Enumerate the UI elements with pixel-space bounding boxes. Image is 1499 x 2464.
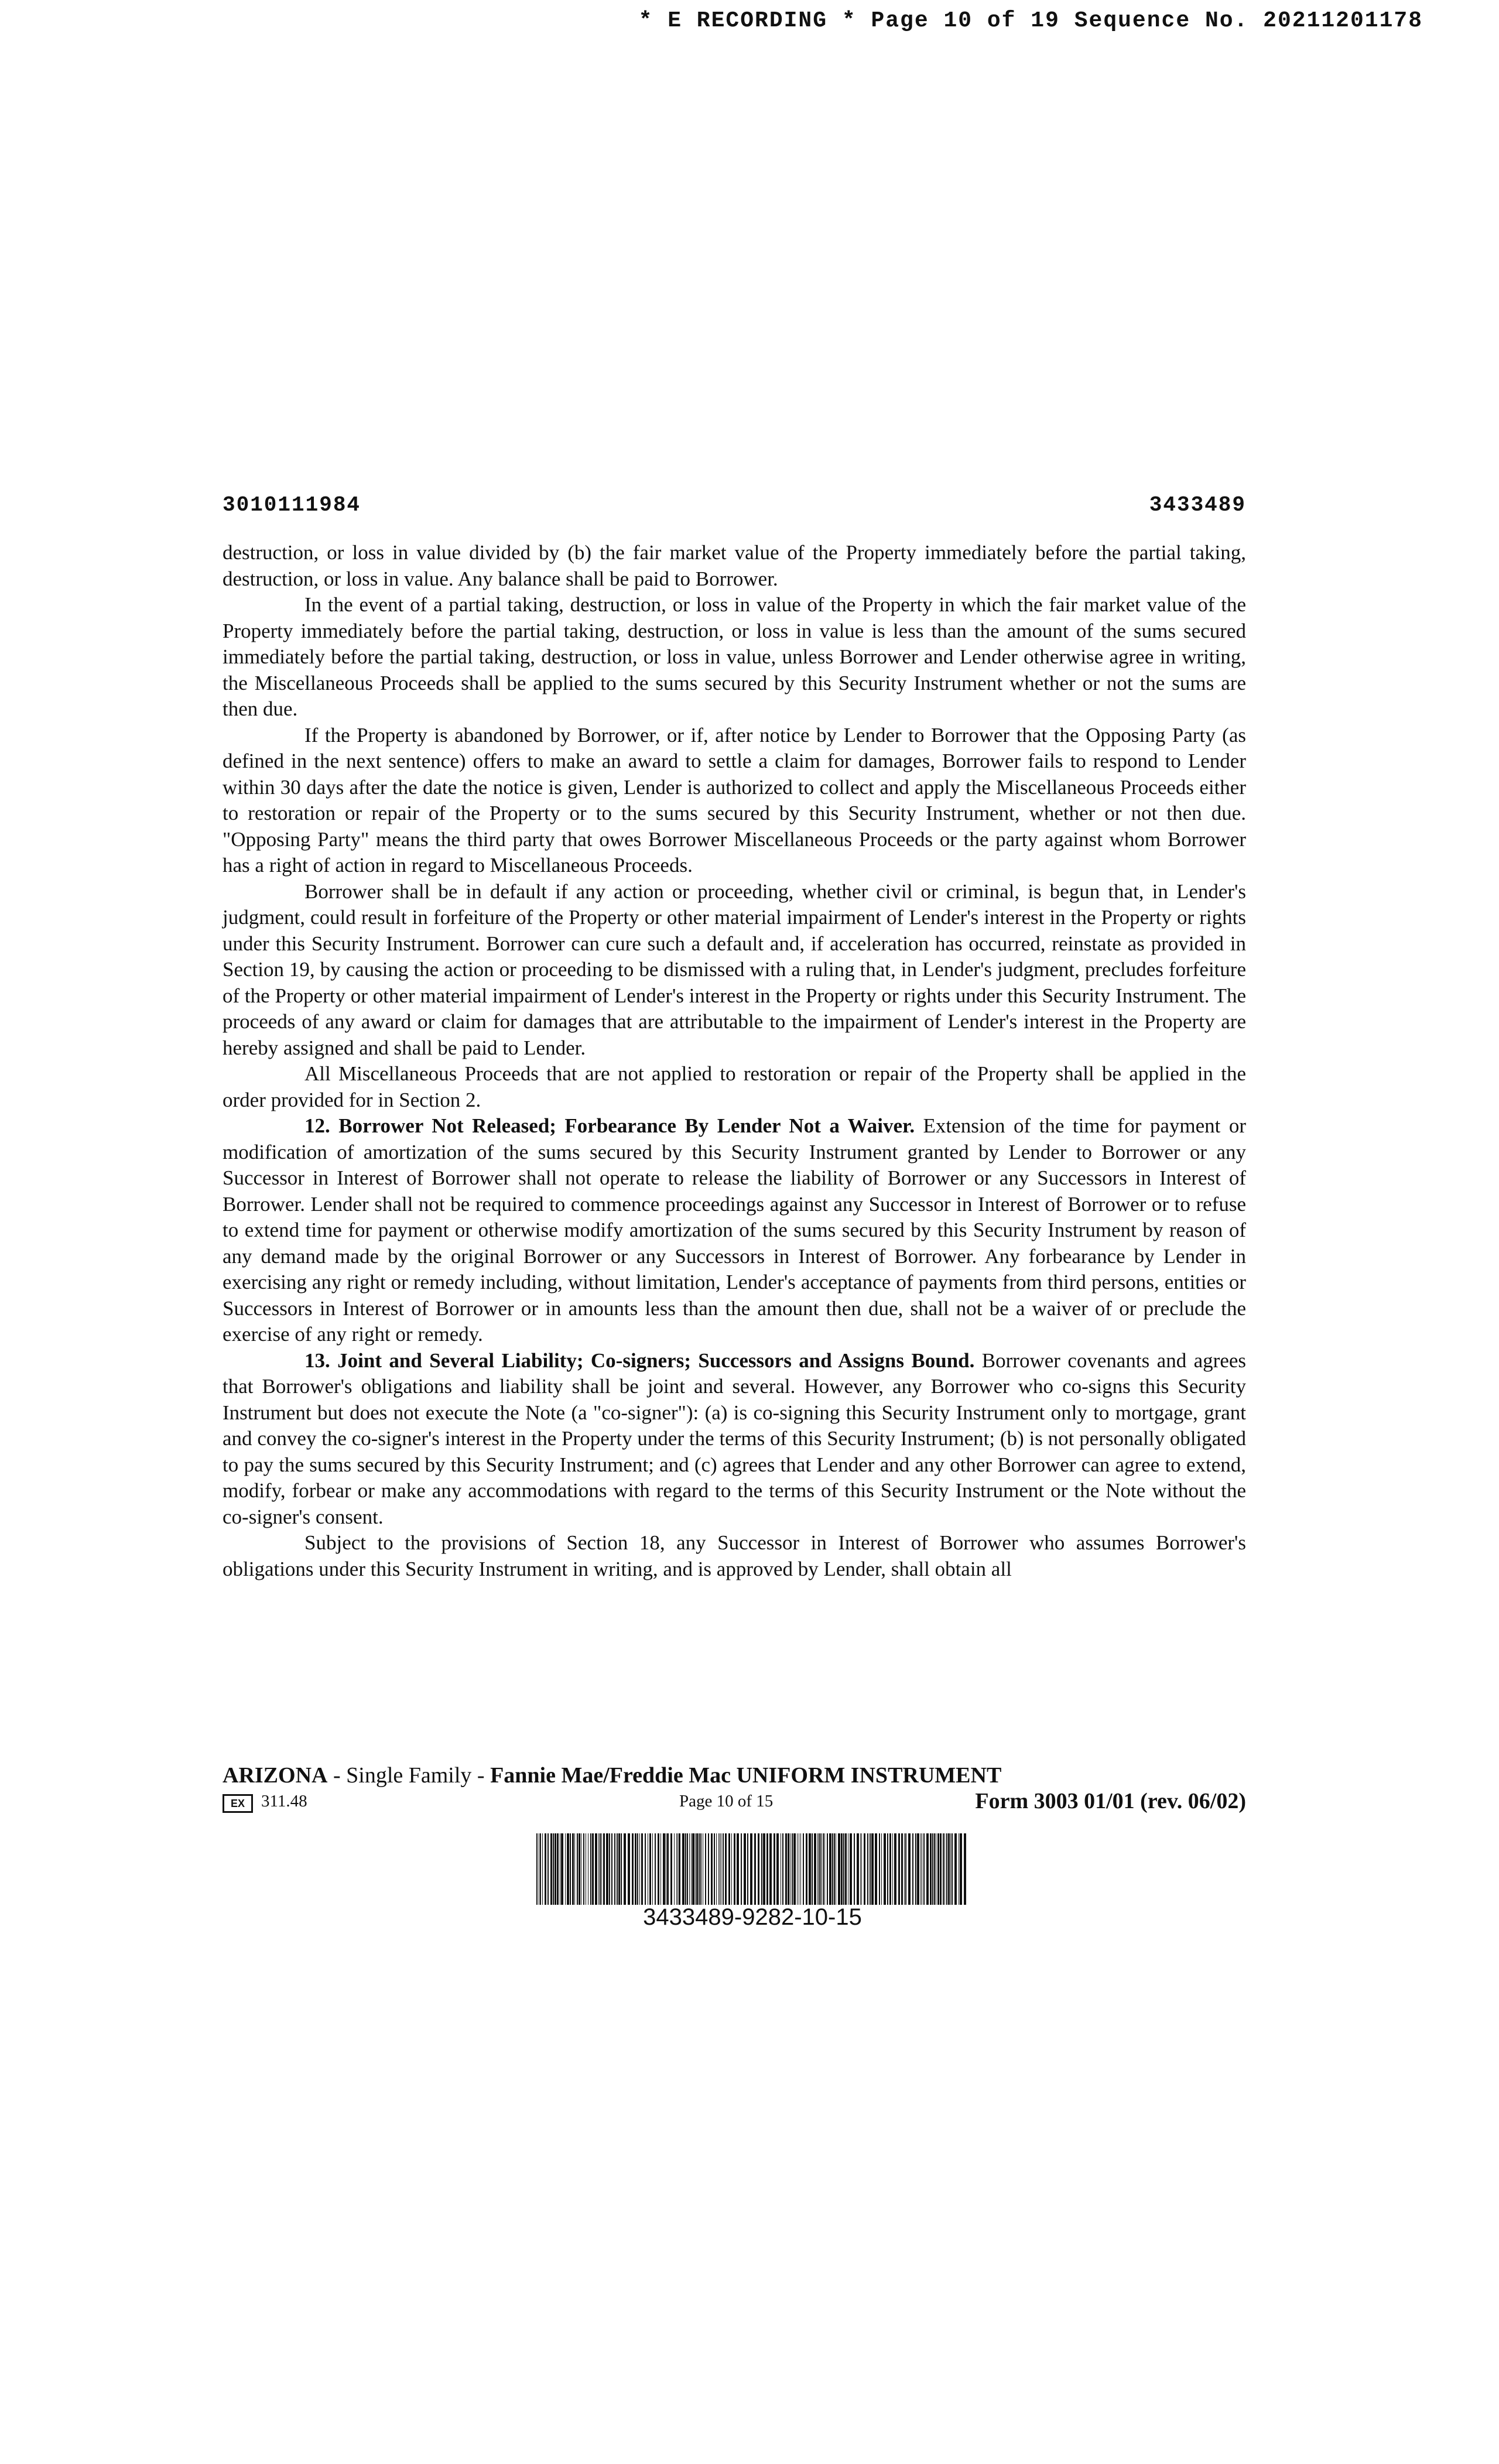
barcode-bar [908, 1833, 911, 1905]
barcode-bar [803, 1833, 804, 1905]
barcode-bar [881, 1833, 882, 1905]
document-number: 3433489 [1149, 493, 1246, 517]
barcode-bar [889, 1833, 891, 1905]
barcode-bar [635, 1833, 636, 1905]
barcode-bar [812, 1833, 813, 1905]
barcode-bar [614, 1833, 615, 1905]
barcode-bar [609, 1833, 610, 1905]
barcode-bar [793, 1833, 796, 1905]
barcode-bar [682, 1833, 685, 1905]
barcode-bar [658, 1833, 659, 1905]
barcode-bar [639, 1833, 640, 1905]
barcode-bar [583, 1833, 584, 1905]
section-12 [223, 1113, 1246, 1348]
barcode-bar [817, 1833, 818, 1905]
barcode-bar [641, 1833, 643, 1905]
barcode-bar [845, 1833, 847, 1905]
barcode-bar [827, 1833, 828, 1905]
barcode-bar [744, 1833, 746, 1905]
barcode-bar [857, 1833, 859, 1905]
form-code: 311.48 [261, 1792, 307, 1811]
barcode-bar [887, 1833, 888, 1905]
barcode-bar [547, 1833, 549, 1905]
barcode-bar [871, 1833, 874, 1905]
barcode-bar [557, 1833, 559, 1905]
barcode-bar [714, 1833, 715, 1905]
barcode-bar [540, 1833, 541, 1905]
barcode-bar [728, 1833, 730, 1905]
barcode-bar [621, 1833, 622, 1905]
barcode-bar [797, 1833, 798, 1905]
barcode-bar [670, 1833, 672, 1905]
barcode-bar [800, 1833, 801, 1905]
page-number: Page 10 of 15 [679, 1792, 774, 1811]
section-title: 13. Joint and Several Liability; Co-signers; Successors and Assigns Bound. [304, 1349, 975, 1372]
barcode-bar [649, 1833, 651, 1905]
barcode-bar [864, 1833, 865, 1905]
barcode-bar [952, 1833, 953, 1905]
footer-title [223, 1763, 1246, 1788]
barcode-bar [870, 1833, 871, 1905]
paragraph: destruction, or loss in value divided by (b) the fair market value of the Property immediately before the partial taking, destruction, or loss in value. Any balance shall be paid to Borrower. [223, 541, 1246, 590]
barcode-bar [943, 1833, 944, 1905]
barcode-bar [572, 1833, 574, 1905]
barcode-bar [565, 1833, 566, 1905]
barcode-bar [841, 1833, 843, 1905]
barcode-bar [655, 1833, 656, 1905]
barcode-bar [823, 1833, 824, 1905]
barcode-bar [946, 1833, 947, 1905]
barcode-bar [699, 1833, 700, 1905]
barcode-bar [806, 1833, 807, 1905]
barcode-bar [912, 1833, 913, 1905]
barcode-bar [950, 1833, 951, 1905]
barcode-bar [696, 1833, 698, 1905]
barcode-bar [679, 1833, 680, 1905]
barcode-bar [603, 1833, 605, 1905]
barcode-bar [723, 1833, 724, 1905]
barcode-bar [567, 1833, 569, 1905]
barcode-bar [677, 1833, 678, 1905]
footer-state: ARIZONA [223, 1763, 328, 1788]
barcode-bar [937, 1833, 939, 1905]
barcode-bar [725, 1833, 727, 1905]
barcode-bar [663, 1833, 665, 1905]
barcode-bar [785, 1833, 787, 1905]
barcode-bar [926, 1833, 929, 1905]
barcode-bar [700, 1833, 701, 1905]
paragraph: If the Property is abandoned by Borrower, or if, after notice by Lender to Borrower that the Opposing Party (as defined in the next sentence) offers to make an award to settle a claim for damages, Borrower fails to respond to Lender within 30 days after the date the notice is given, Lender is authorized to collect and apply the Miscellaneous Proceeds either to restoration or repair of the Property or to the sums secured by this Security Instrument, whether or not then due. "Opposing Party" means the third party that owes Borrower Miscellaneous Proceeds or the party against whom Borrower has a right of action in regard to Miscellaneous Proceeds. [223, 723, 1246, 877]
barcode-bar [617, 1833, 618, 1905]
barcode-icon [536, 1833, 968, 1905]
document-body [223, 540, 1246, 1582]
barcode-bar [861, 1833, 862, 1905]
form-footer [223, 1763, 1246, 1819]
barcode-bar [660, 1833, 661, 1905]
barcode-bar [774, 1833, 775, 1905]
barcode-bar [854, 1833, 855, 1905]
barcode-bar [628, 1833, 630, 1905]
barcode-bar [687, 1833, 688, 1905]
barcode-bar [674, 1833, 675, 1905]
paragraph: Subject to the provisions of Section 18, any Successor in Interest of Borrower who assumes Borrower's obligations under this Security Instrument in writing, and is approved by Lender, shall obtain all [223, 1531, 1246, 1580]
barcode-bar [820, 1833, 822, 1905]
barcode-bar [875, 1833, 877, 1905]
barcode-bar [829, 1833, 831, 1905]
barcode-bar [601, 1833, 602, 1905]
barcode-bar [758, 1833, 759, 1905]
barcode-bar [763, 1833, 765, 1905]
barcode-bar [860, 1833, 861, 1905]
barcode-bar [606, 1833, 608, 1905]
barcode-bar [948, 1833, 950, 1905]
barcode-bar [843, 1833, 844, 1905]
barcode-bar [577, 1833, 578, 1905]
barcode-bar [750, 1833, 752, 1905]
recording-header: * E RECORDING * Page 10 of 19 Sequence No. 20211201178 [638, 8, 1423, 33]
barcode-bar [645, 1833, 646, 1905]
barcode-bar [944, 1833, 945, 1905]
section-13 [223, 1348, 1246, 1531]
barcode-bar [782, 1833, 783, 1905]
paragraph: In the event of a partial taking, destruction, or loss in value of the Property in which the fair market value of the Property immediately before the partial taking, destruction, or loss in value is less than the amount of the sums secured immediately before the partial taking, destruction, or loss in value, unless Borrower and Lender otherwise agree in writing, the Miscellaneous Proceeds shall be applied to the sums secured by this Security Instrument whether or not the sums are then due. [223, 593, 1246, 720]
barcode-bar [708, 1833, 709, 1905]
barcode-bar [676, 1833, 677, 1905]
barcode-bar [667, 1833, 669, 1905]
barcode-bar [754, 1833, 756, 1905]
barcode-bar [788, 1833, 789, 1905]
barcode-bar [904, 1833, 905, 1905]
barcode-bar [692, 1833, 694, 1905]
barcode-bar [920, 1833, 921, 1905]
barcode-bar [598, 1833, 599, 1905]
barcode-bar [769, 1833, 772, 1905]
section-body: Borrower covenants and agrees that Borrower's obligations and liability shall be joint and several. However, any Borrower who co-signs this Security Instrument but does not execute the Note (a "co-signer"): (a) is co-signing this Security Instrument only to mortgage, grant and convey the co-signer's interest in the Property under the terms of this Security Instrument; (b) is not personally obligated to pay the sums secured by this Security Instrument; and (c) agrees that Lender and any other Borrower can agree to extend, modify, forbear or make any accommodations with regard to the terms of this Security Instrument or the Note without the co-signer's consent. [223, 1349, 1247, 1528]
barcode-bar [731, 1833, 732, 1905]
barcode-bar [536, 1833, 538, 1905]
barcode-bar [834, 1833, 835, 1905]
barcode-bar [776, 1833, 779, 1905]
barcode-bar [884, 1833, 886, 1905]
barcode-bar [711, 1833, 713, 1905]
barcode-bar [545, 1833, 546, 1905]
barcode-bar [574, 1833, 575, 1905]
barcode-bar [600, 1833, 601, 1905]
barcode-bar [595, 1833, 597, 1905]
barcode-bar [954, 1833, 957, 1905]
barcode-bar [553, 1833, 554, 1905]
barcode-bar [590, 1833, 591, 1905]
barcode-bar [718, 1833, 719, 1905]
barcode-bar [766, 1833, 768, 1905]
section-title: 12. Borrower Not Released; Forbearance By Lender Not a Waiver. [304, 1114, 915, 1137]
barcode-bar [550, 1833, 552, 1905]
barcode-bar [737, 1833, 739, 1905]
barcode-bar [555, 1833, 556, 1905]
barcode-bar [814, 1833, 816, 1905]
barcode-bar [685, 1833, 686, 1905]
barcode-bar [705, 1833, 706, 1905]
barcode-bar [819, 1833, 820, 1905]
barcode-bar [592, 1833, 594, 1905]
barcode-bar [832, 1833, 833, 1905]
barcode-bar [747, 1833, 748, 1905]
barcode-bar [637, 1833, 638, 1905]
loan-number: 3010111984 [223, 493, 361, 517]
barcode-bar [934, 1833, 935, 1905]
barcode-bar [930, 1833, 932, 1905]
paragraph: Borrower shall be in default if any action or proceeding, whether civil or criminal, is begun that, in Lender's judgment, could result in forfeiture of the Property or other material impairment of Lender's interest in the Property or rights under this Security Instrument. Borrower can cure such a default and, if acceleration has occurred, reinstate as provided in Section 19, by causing the action or proceeding to be dismissed with a ruling that, in Lender's judgment, precludes forfeiture of the Property or other material impairment of Lender's interest in the Property or rights under this Security Instrument. The proceeds of any award or claim for damages that are attributable to the impairment of Lender's interest in the Property are hereby assigned and shall be paid to Lender. [223, 879, 1246, 1059]
barcode-bar [838, 1833, 840, 1905]
barcode-bar [915, 1833, 916, 1905]
barcode-bar [652, 1833, 653, 1905]
barcode-bar [879, 1833, 880, 1905]
barcode-bar [917, 1833, 919, 1905]
barcode-bar [579, 1833, 580, 1905]
barcode-bar [923, 1833, 925, 1905]
barcode-bar [960, 1833, 962, 1905]
form-number: Form 3003 01/01 (rev. 06/02) [975, 1789, 1246, 1813]
barcode-bar [570, 1833, 571, 1905]
barcode-bar [901, 1833, 903, 1905]
barcode-bar [561, 1833, 563, 1905]
barcode-bar [892, 1833, 893, 1905]
barcode-bar [734, 1833, 735, 1905]
barcode-bar [898, 1833, 900, 1905]
footer-instrument: Fannie Mae/Freddie Mac UNIFORM INSTRUMENT [490, 1763, 1002, 1788]
barcode-bar [695, 1833, 696, 1905]
barcode-bar [761, 1833, 762, 1905]
barcode-bar [809, 1833, 811, 1905]
barcode-number: 3433489-9282-10-15 [643, 1904, 862, 1930]
barcode-bar [964, 1833, 966, 1905]
barcode-bar [716, 1833, 717, 1905]
barcode-bar [867, 1833, 868, 1905]
barcode-bar [824, 1833, 825, 1905]
barcode-bar [691, 1833, 692, 1905]
footer-row [223, 1789, 1246, 1819]
barcode-bar [689, 1833, 690, 1905]
ex-logo-icon: EX [223, 1794, 253, 1813]
barcode-bar [741, 1833, 742, 1905]
barcode-bar [905, 1833, 906, 1905]
barcode-bar [618, 1833, 620, 1905]
footer-type: - Single Family - [327, 1763, 491, 1788]
barcode-bar [542, 1833, 543, 1905]
barcode-bar [894, 1833, 896, 1905]
barcode-bar [792, 1833, 793, 1905]
barcode-bar [932, 1833, 933, 1905]
barcode-bar [611, 1833, 612, 1905]
paragraph: All Miscellaneous Proceeds that are not applied to restoration or repair of the Property shall be applied in the order provided for in Section 2. [223, 1062, 1246, 1111]
section-body: Extension of the time for payment or modification of amortization of the sums secured by this Security Instrument granted by Lender to Borrower or any Successor in Interest of Borrower shall not operate to release the liability of Borrower or any Successors in Interest of Borrower. Lender shall not be required to commence proceedings against any Successor in Interest of Borrower or to refuse to extend time for payment or otherwise modify amortization of the sums secured by this Security Instrument by reason of any demand made by the original Borrower or any Successors in Interest of Borrower. Any forbearance by Lender in exercising any right or remedy including, without limitation, Lender's acceptance of payments from third persons, entities or Successors in Interest of Borrower or in amounts less than the amount then due, shall not be a waiver of or preclude the exercise of any right or remedy. [223, 1114, 1246, 1346]
barcode-bar [624, 1833, 626, 1905]
barcode-bar [940, 1833, 942, 1905]
barcode-bar [632, 1833, 634, 1905]
barcode-bar [850, 1833, 852, 1905]
